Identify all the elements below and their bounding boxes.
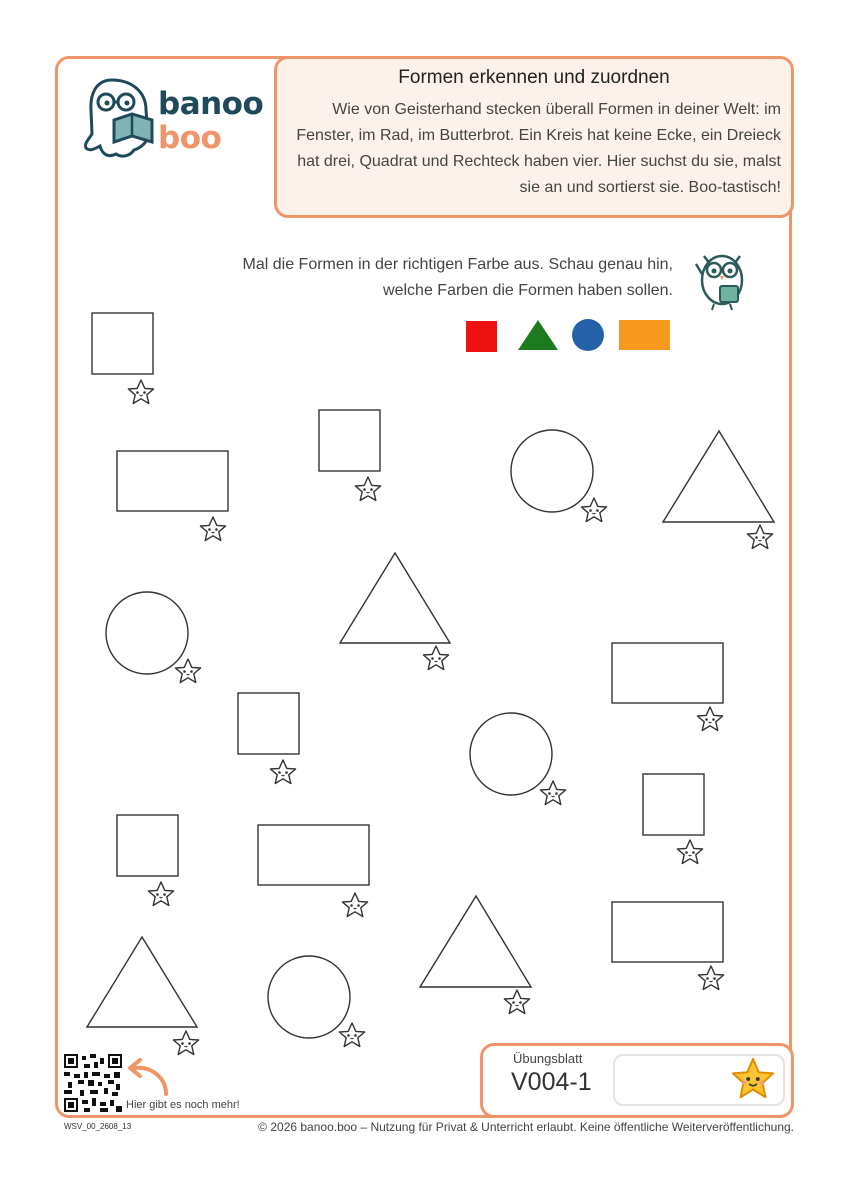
shape-rectangle[interactable]: [117, 451, 228, 511]
shape-circle[interactable]: [511, 430, 593, 512]
shape-circle[interactable]: [470, 713, 552, 795]
instruction-text: Mal die Formen in der richtigen Farbe aus. Schau genau hin, welche Farben die Formen haben sollen.: [242, 256, 673, 299]
key-square-red: [466, 321, 497, 352]
shape-rectangle[interactable]: [612, 643, 723, 703]
shape-rectangle[interactable]: [258, 825, 369, 885]
key-rectangle-orange: [619, 320, 670, 350]
worksheet-id-box: [480, 1043, 794, 1118]
shape-square[interactable]: [643, 774, 704, 835]
intro-text: Wie von Geisterhand stecken überall Formen in deiner Welt: im Fenster, im Rad, im Butterbrot. Ein Kreis hat keine Ecke, ein Dreieck hat drei, Quadrat und Rechteck haben vier. Hier suchst du sie, malst sie an und sortierst sie. Boo-tastisch!: [296, 101, 781, 196]
arrow-curve-icon: [122, 1058, 176, 1098]
shape-circle[interactable]: [106, 592, 188, 674]
sheet-label: Übungsblatt: [513, 1051, 583, 1066]
page-title: Formen erkennen und zuordnen: [398, 67, 670, 88]
copyright-notice: © 2026 banoo.boo – Nutzung für Privat & Unterricht erlaubt. Keine öffentliche Weiterveröffentlichung.: [258, 1120, 794, 1134]
shape-square[interactable]: [92, 313, 153, 374]
happy-star-icon: [729, 1056, 777, 1104]
shape-square[interactable]: [319, 410, 380, 471]
worksheet-code: WSV_00_2608_13: [64, 1122, 132, 1131]
sheet-id: V004-1: [511, 1068, 592, 1096]
key-circle-blue: [572, 319, 604, 351]
shape-square[interactable]: [238, 693, 299, 754]
brand-name-line2: boo: [158, 120, 222, 156]
shape-square[interactable]: [117, 815, 178, 876]
shape-rectangle[interactable]: [612, 902, 723, 962]
intro-box: [274, 56, 794, 218]
brand-name-line1: banoo: [158, 86, 264, 122]
shape-circle[interactable]: [268, 956, 350, 1038]
qr-code-icon[interactable]: [64, 1054, 122, 1112]
qr-hint-text: Hier gibt es noch mehr!: [126, 1099, 240, 1111]
score-box[interactable]: [613, 1054, 785, 1106]
owl-mascot-icon: [690, 244, 754, 316]
